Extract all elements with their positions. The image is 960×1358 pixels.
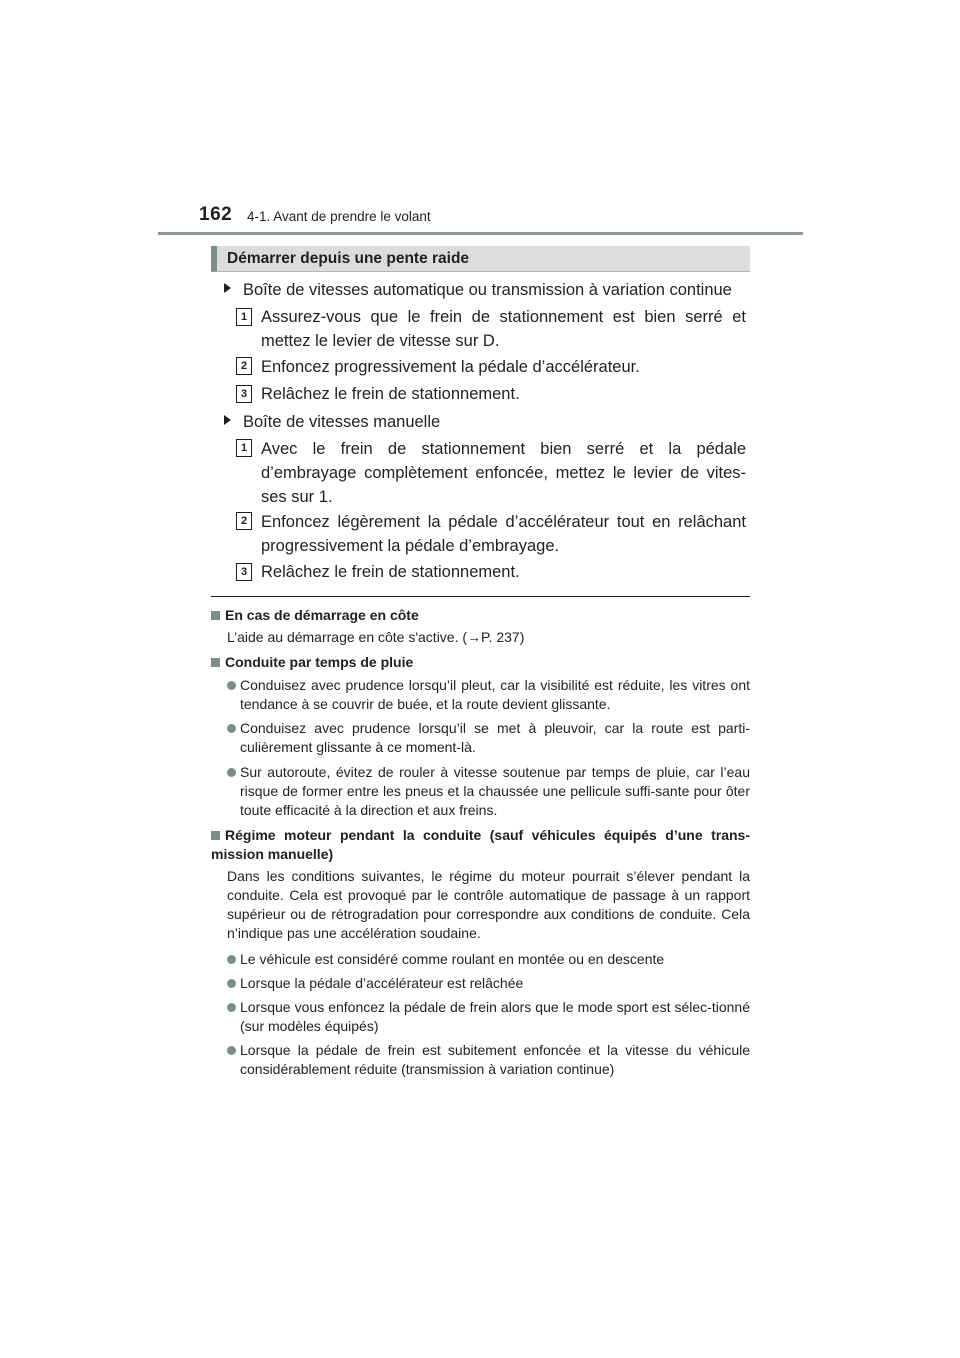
automatic-heading <box>224 278 754 302</box>
step-number: 2 <box>236 512 252 530</box>
arrow-icon <box>224 283 231 293</box>
step-number: 1 <box>236 308 252 326</box>
step-number: 3 <box>236 385 252 403</box>
step-number: 3 <box>236 563 252 581</box>
step-text: Relâchez le frein de stationnement. <box>261 385 520 403</box>
bullet-icon <box>227 1046 236 1055</box>
note-text-hill-start: L’aide au démarrage en côte s'active. (→P. 237) <box>227 629 525 645</box>
step-text: Enfoncez progressivement la pédale d’accélérateur. <box>261 358 640 376</box>
page-number: 162 <box>199 204 233 225</box>
square-bullet-icon <box>211 831 220 840</box>
note-text-engine-speed: Dans les conditions suivantes, le régime du moteur pourrait s’élever pendant la conduite. Cela est provoqué par le contrôle automatique de passage à un rapport supérieur ou de rétrogradation pour correspondre aux conditions de conduite. Cela n’indique pas une accélération soudaine. <box>227 868 750 941</box>
note-heading-rain: Conduite par temps de pluie <box>211 653 413 672</box>
arrow-icon <box>224 415 231 425</box>
automatic-heading-text: Boîte de vitesses automatique ou transmission à variation continue <box>243 281 732 299</box>
bullet-icon <box>227 1003 236 1012</box>
list-item: Sur autoroute, évitez de rouler à vitesse soutenue par temps de pluie, car l’eau risque de former entre les pneus et la chaussée une pellicule suffi-sante pour ôter toute efficacité à la direction et aux freins. <box>227 763 750 820</box>
bullet-icon <box>227 768 236 777</box>
square-bullet-icon <box>211 658 220 667</box>
section-title: Démarrer depuis une pente raide <box>227 250 470 267</box>
list-item: Lorsque la pédale d’accélérateur est relâchée <box>227 974 750 993</box>
note-heading-hill-start: En cas de démarrage en côte <box>211 606 419 625</box>
step-text: Relâchez le frein de stationnement. <box>261 563 520 581</box>
bullet-icon <box>227 681 236 690</box>
manual-heading <box>224 410 754 434</box>
list-item: Lorsque vous enfoncez la pédale de frein alors que le mode sport est sélec-tionné (sur modèles équipés) <box>227 998 750 1036</box>
list-item: Le véhicule est considéré comme roulant en montée ou en descente <box>227 950 750 969</box>
step-number: 2 <box>236 357 252 375</box>
step-text: Avec le frein de stationnement bien serré et la pédale d’embrayage complètement enfoncée, mettez le levier de vites-ses sur 1. <box>261 440 746 506</box>
step-text: Assurez-vous que le frein de stationnement est bien serré et mettez le levier de vitesse sur D. <box>261 308 746 350</box>
square-bullet-icon <box>211 611 220 620</box>
bullet-icon <box>227 724 236 733</box>
section-divider <box>211 596 750 597</box>
step-text: Enfoncez légèrement la pédale d’accélérateur tout en relâchant progressivement la pédale d’embrayage. <box>261 513 746 555</box>
list-item: Lorsque la pédale de frein est subitement enfoncée et la vitesse du véhicule considérablement réduite (transmission à variation continue) <box>227 1041 750 1079</box>
list-item: Conduisez avec prudence lorsqu’il pleut, car la visibilité est réduite, les vitres ont tendance à se couvrir de buée, et la route devient glissante. <box>227 676 750 714</box>
header-rule <box>158 232 803 235</box>
manual-heading-text: Boîte de vitesses manuelle <box>243 413 441 431</box>
bullet-icon <box>227 979 236 988</box>
section-heading <box>211 246 750 272</box>
note-heading-engine-speed: Régime moteur pendant la conduite (sauf véhicules équipés d’une trans-mission manuelle) <box>211 827 750 862</box>
step-number: 1 <box>236 439 252 457</box>
list-item: Conduisez avec prudence lorsqu’il se met à pleuvoir, car la route est parti-culièrement glissante à ce moment-là. <box>227 719 750 757</box>
bullet-icon <box>227 955 236 964</box>
chapter-title: 4-1. Avant de prendre le volant <box>247 209 431 224</box>
